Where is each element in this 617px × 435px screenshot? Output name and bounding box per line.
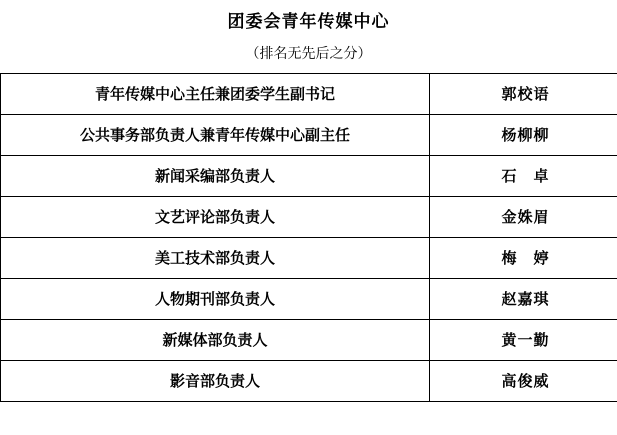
name-cell: 杨柳柳 — [430, 115, 617, 156]
name-cell: 金姝眉 — [430, 197, 617, 238]
page-title: 团委会青年传媒中心 — [0, 10, 617, 34]
page-subtitle: （排名无先后之分） — [0, 44, 617, 64]
name-cell: 梅 婷 — [430, 238, 617, 279]
roster-table-body — [1, 74, 617, 402]
name-cell: 高俊威 — [430, 361, 617, 402]
role-cell: 美工技术部负责人 — [1, 238, 430, 279]
table-row — [1, 197, 617, 238]
role-cell: 文艺评论部负责人 — [1, 197, 430, 238]
role-cell: 影音部负责人 — [1, 361, 430, 402]
table-row — [1, 320, 617, 361]
role-cell: 新闻采编部负责人 — [1, 156, 430, 197]
name-cell: 黄一勤 — [430, 320, 617, 361]
table-row — [1, 361, 617, 402]
role-cell: 青年传媒中心主任兼团委学生副书记 — [1, 74, 430, 115]
table-row — [1, 74, 617, 115]
role-cell: 人物期刊部负责人 — [1, 279, 430, 320]
role-cell: 新媒体部负责人 — [1, 320, 430, 361]
table-row — [1, 115, 617, 156]
table-row — [1, 156, 617, 197]
name-cell: 赵嘉琪 — [430, 279, 617, 320]
role-cell: 公共事务部负责人兼青年传媒中心副主任 — [1, 115, 430, 156]
document-page — [0, 10, 617, 435]
table-row — [1, 238, 617, 279]
table-row — [1, 279, 617, 320]
roster-table — [0, 73, 617, 402]
name-cell: 石 卓 — [430, 156, 617, 197]
name-cell: 郭校语 — [430, 74, 617, 115]
